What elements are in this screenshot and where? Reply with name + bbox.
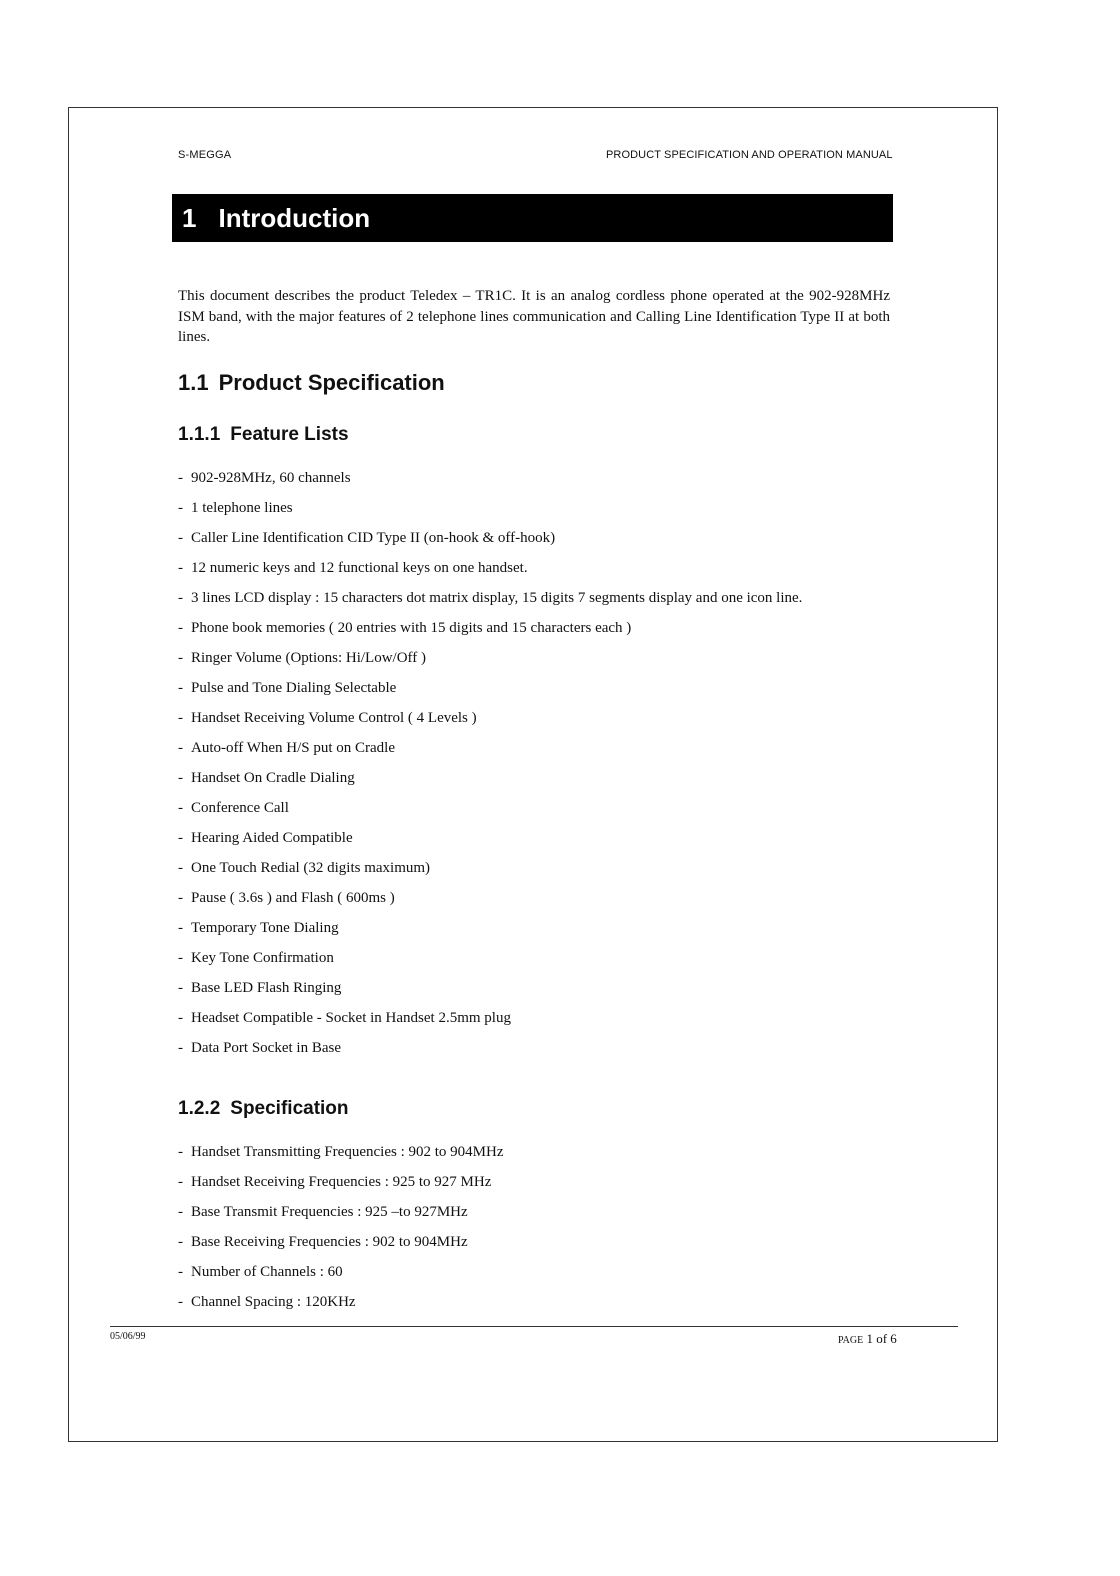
- list-item: - Hearing Aided Compatible: [178, 830, 353, 846]
- heading-number: 1.2.2: [178, 1098, 221, 1119]
- footer-page-number: [838, 1331, 897, 1347]
- header-left: S-MEGGA: [178, 149, 232, 161]
- page-label: PAGE: [838, 1335, 864, 1346]
- list-item: - Base Receiving Frequencies : 902 to 904MHz: [178, 1234, 468, 1250]
- list-item: - 1 telephone lines: [178, 500, 293, 516]
- list-item: - Headset Compatible - Socket in Handset 2.5mm plug: [178, 1010, 511, 1026]
- footer-divider: [110, 1326, 958, 1327]
- list-item: - 12 numeric keys and 12 functional keys on one handset.: [178, 560, 528, 576]
- heading-title: Feature Lists: [230, 424, 349, 445]
- list-item: - Base Transmit Frequencies : 925 –to 927MHz: [178, 1204, 468, 1220]
- list-item: - 3 lines LCD display : 15 characters dot matrix display, 15 digits 7 segments display and one icon line.: [178, 590, 803, 606]
- list-item: - Pulse and Tone Dialing Selectable: [178, 680, 397, 696]
- heading-title: Product Specification: [218, 370, 445, 395]
- feature-list: [178, 467, 802, 1067]
- page-current: 1: [866, 1331, 873, 1346]
- list-item: - Number of Channels : 60: [178, 1264, 343, 1280]
- list-item: - Base LED Flash Ringing: [178, 980, 342, 996]
- page-total: 6: [890, 1331, 897, 1346]
- page-of: of: [876, 1331, 888, 1346]
- list-item: - One Touch Redial (32 digits maximum): [178, 860, 431, 876]
- list-item: - Channel Spacing : 120KHz: [178, 1294, 356, 1310]
- heading-feature-lists: [178, 424, 349, 446]
- list-item: - 902-928MHz, 60 channels: [178, 470, 351, 486]
- heading-specification: [178, 1098, 349, 1120]
- spec-list: [178, 1141, 503, 1321]
- list-item: - Conference Call: [178, 800, 289, 816]
- list-item: - Phone book memories ( 20 entries with 15 digits and 15 characters each ): [178, 620, 632, 636]
- list-item: - Pause ( 3.6s ) and Flash ( 600ms ): [178, 890, 395, 906]
- list-item: - Ringer Volume (Options: Hi/Low/Off ): [178, 650, 426, 666]
- heading-title: Specification: [230, 1098, 349, 1119]
- list-item: - Temporary Tone Dialing: [178, 920, 339, 936]
- list-item: - Auto-off When H/S put on Cradle: [178, 740, 396, 756]
- list-item: - Handset Transmitting Frequencies : 902 to 904MHz: [178, 1144, 504, 1160]
- list-item: - Caller Line Identification CID Type II (on-hook & off-hook): [178, 530, 556, 546]
- intro-paragraph: This document describes the product Teledex – TR1C. It is an analog cordless phone operated at the 902-928MHz ISM band, with the major features of 2 telephone lines communication and Calling Line Identification Type II at both lines.: [178, 288, 890, 345]
- header-right: PRODUCT SPECIFICATION AND OPERATION MANUAL: [606, 149, 893, 161]
- list-item: - Key Tone Confirmation: [178, 950, 334, 966]
- list-item: - Handset On Cradle Dialing: [178, 770, 355, 786]
- list-item: - Data Port Socket in Base: [178, 1040, 341, 1056]
- heading-number: 1.1: [178, 370, 209, 395]
- heading-number: 1.1.1: [178, 424, 221, 445]
- list-item: - Handset Receiving Frequencies : 925 to 927 MHz: [178, 1174, 492, 1190]
- section-title: Introduction: [218, 203, 371, 233]
- section-title-bar: [172, 194, 893, 242]
- section-number: 1: [182, 203, 197, 233]
- list-item: - Handset Receiving Volume Control ( 4 Levels ): [178, 710, 477, 726]
- footer-date: 05/06/99: [110, 1331, 146, 1342]
- heading-product-specification: [178, 370, 445, 396]
